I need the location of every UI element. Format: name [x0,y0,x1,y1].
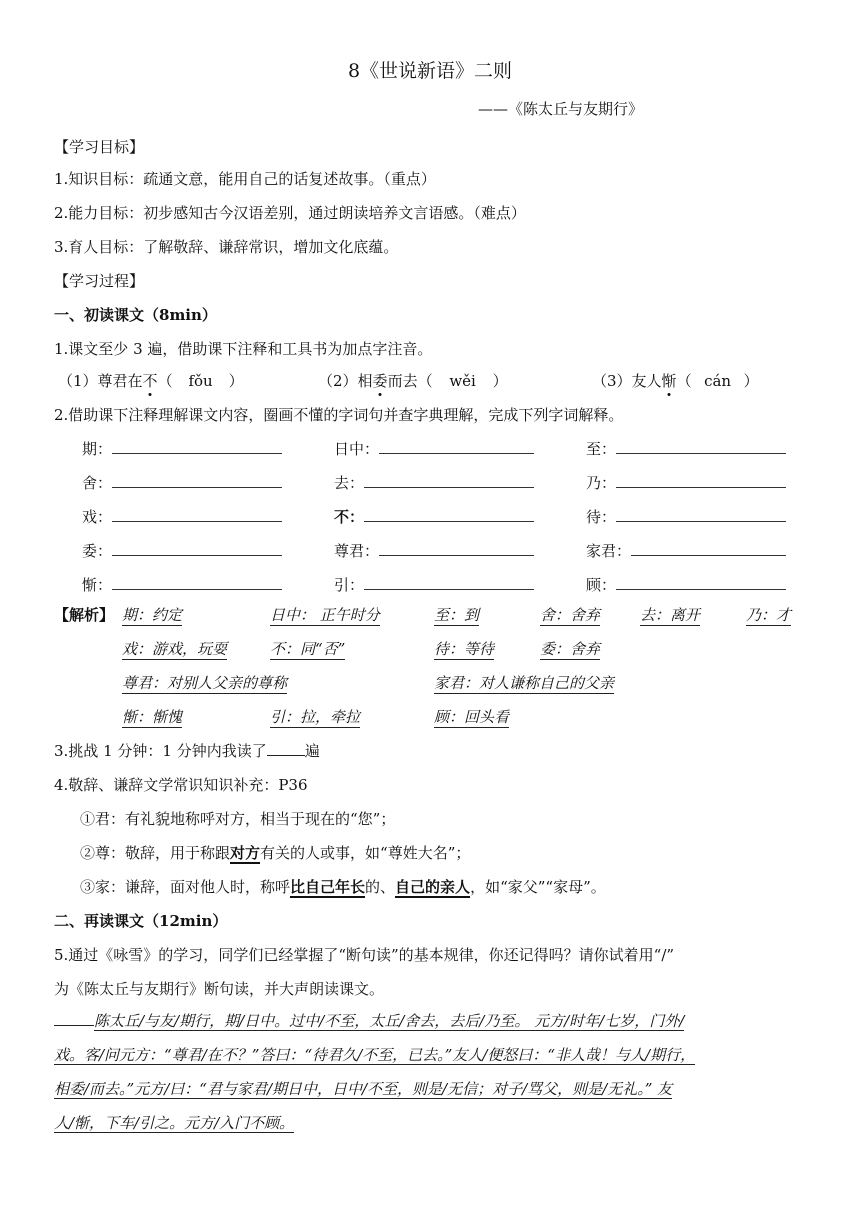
passage-line-3 [54,1072,672,1106]
vocab-field [334,540,534,561]
analysis-entry [746,604,791,625]
note-jia-post: ，如“家父”“家母”。 [470,878,606,896]
analysis-text: 尊君：对别人父亲的尊称 [122,674,288,692]
passage-text: 陈太丘/与友/期行，期/日中。过中/不至，太丘/舍去，去后/乃至。 元方/时年/七岁，门外/ [94,1012,685,1030]
vocab-label: 不： [334,508,365,526]
passage-line-2 [54,1038,695,1072]
section-goals-heading: 【学习目标】 [54,138,145,156]
analysis-label: 【解析】 [54,606,115,624]
analysis-text: 引：拉，牵拉 [270,708,361,726]
read-count-blank[interactable] [267,741,305,756]
note-jun: ①君：有礼貌地称呼对方，相当于现在的“您”； [80,810,396,828]
vocab-label: 委： [82,542,113,560]
vocab-answer-blank[interactable] [112,439,282,454]
analysis-text: 待：等待 [434,640,495,658]
paren-close: ） [228,372,244,390]
vocab-field [586,574,786,595]
note-jia-emph-2: 自己的亲人 [395,878,471,896]
paren-close: ） [743,372,759,390]
task3-prefix: 3.挑战 1 分钟：1 分钟内我读了 [54,742,267,760]
note-jia [80,876,606,897]
dotted-char: 不 [142,372,158,390]
part2-heading: 二、再读课文（12min） [54,912,228,930]
analysis-entry [122,706,182,727]
vocab-field [82,438,282,459]
vocab-label: 家君： [586,542,632,560]
vocab-label: 舍： [82,474,113,492]
pinyin-answer: fǒu [188,372,213,390]
vocab-answer-blank[interactable] [364,575,534,590]
vocab-field [586,506,786,527]
analysis-entry [122,604,182,625]
task3-text [54,740,320,761]
vocab-label: 至： [586,440,617,458]
analysis-text: 舍：舍弃 [540,606,601,624]
note-zun-post: 有关的人或事，如“尊姓大名”； [260,844,471,862]
vocab-field [334,438,534,459]
pinyin-prefix: （2）相 [318,372,373,390]
paren-open: （ [157,372,173,390]
passage-text: 人/惭，下车/引之。元方/入门不顾。 [54,1114,295,1132]
vocab-label: 去： [334,474,365,492]
dotted-char: 委 [372,372,388,390]
section-process-heading: 【学习过程】 [54,272,145,290]
note-jia-mid: 的、 [365,878,396,896]
pinyin-prefix: （3）友人 [592,372,662,390]
paren-open: 而去（ [387,372,433,390]
vocab-answer-blank[interactable] [112,575,282,590]
pinyin-item-1 [58,370,244,391]
pinyin-item-2 [318,370,508,391]
paren-close: ） [492,372,508,390]
vocab-label: 顾： [586,576,617,594]
task4-text: 4.敬辞、谦辞文学常识知识补充：P36 [54,776,308,794]
analysis-text: 顾：回头看 [434,708,510,726]
vocab-label: 期： [82,440,113,458]
vocab-answer-blank[interactable] [379,541,534,556]
analysis-text: 日中： 正午时分 [270,606,380,624]
vocab-label: 戏： [82,508,113,526]
vocab-answer-blank[interactable] [631,541,786,556]
note-zun-pre: ②尊：敬辞，用于称跟 [80,844,231,862]
vocab-answer-blank[interactable] [112,541,282,556]
analysis-entry [270,638,345,659]
vocab-field [82,506,282,527]
vocab-answer-blank[interactable] [112,507,282,522]
analysis-entry [434,672,614,693]
goal-education: 3.育人目标：了解敬辞、谦辞常识，增加文化底蕴。 [54,238,399,256]
analysis-text: 去：离开 [640,606,701,624]
task2-text: 2.借助课下注释理解课文内容，圈画不懂的字词句并查字典理解，完成下列字词解释。 [54,406,624,424]
dotted-char: 惭 [661,372,677,390]
passage-line-1 [54,1004,684,1038]
analysis-entry [540,604,600,625]
vocab-label: 尊君： [334,542,380,560]
vocab-answer-blank[interactable] [379,439,534,454]
note-jia-pre: ③家：谦辞，面对他人时，称呼 [80,878,291,896]
note-zun [80,842,470,863]
vocab-field [586,438,786,459]
vocab-label: 引： [334,576,365,594]
analysis-text: 家君：对人谦称自己的父亲 [434,674,615,692]
pinyin-answer: cán [704,372,732,390]
vocab-answer-blank[interactable] [364,473,534,488]
analysis-text: 戏：游戏，玩耍 [122,640,228,658]
task3-suffix: 遍 [304,742,320,760]
analysis-entry [434,638,494,659]
passage-text: 戏。客/问元方：“尊君/在不？”答曰：“待君久/不至，已去。”友人/便怒曰：“非人哉！与人/期行， [54,1046,696,1064]
vocab-field [334,506,534,527]
pinyin-answer: wěi [449,372,476,390]
vocab-answer-blank[interactable] [364,507,534,522]
analysis-text: 不：同“否” [270,640,346,658]
vocab-field [82,574,282,595]
vocab-field [586,472,786,493]
analysis-entry [434,604,479,625]
vocab-label: 乃： [586,474,617,492]
vocab-field [82,472,282,493]
vocab-answer-blank[interactable] [616,439,786,454]
analysis-text: 乃：才 [746,606,792,624]
part1-heading: 一、初读课文（8min） [54,306,217,324]
vocab-answer-blank[interactable] [616,575,786,590]
task1-text: 1.课文至少 3 遍，借助课下注释和工具书为加点字注音。 [54,340,433,358]
pinyin-item-3 [592,370,759,391]
analysis-text: 期：约定 [122,606,183,624]
analysis-entry [640,604,700,625]
note-jia-emph-1: 比自己年长 [290,878,366,896]
vocab-field [586,540,786,561]
vocab-field [334,472,534,493]
task5-line-2: 为《陈太丘与友期行》断句读，并大声朗读课文。 [54,980,385,998]
vocab-label: 惭： [82,576,113,594]
page-subtitle: ——《陈太丘与友期行》 [478,100,644,118]
vocab-answer-blank[interactable] [616,473,786,488]
analysis-entry [434,706,509,727]
analysis-entry [122,672,287,693]
analysis-entry [270,706,360,727]
vocab-field [334,574,534,595]
pinyin-prefix: （1）尊君在 [58,372,143,390]
vocab-field [82,540,282,561]
paren-open: （ [676,372,692,390]
note-zun-emph: 对方 [230,844,261,862]
page-title: 8《世说新语》二则 [347,60,513,82]
analysis-text: 至：到 [434,606,480,624]
vocab-answer-blank[interactable] [616,507,786,522]
analysis-entry [540,638,600,659]
goal-ability: 2.能力目标：初步感知古今汉语差别，通过朗读培养文言语感。（难点） [54,204,526,222]
vocab-label: 待： [586,508,617,526]
task5-line-1: 5.通过《咏雪》的学习，同学们已经掌握了“断句读”的基本规律，你还记得吗？请你试着用“/” [54,946,675,964]
analysis-text: 委：舍弃 [540,640,601,658]
vocab-answer-blank[interactable] [112,473,282,488]
analysis-entry [122,638,227,659]
analysis-text: 惭：惭愧 [122,708,183,726]
passage-line-4 [54,1106,294,1140]
analysis-entry [270,604,380,625]
vocab-label: 日中： [334,440,380,458]
goal-knowledge: 1.知识目标：疏通文意，能用自己的话复述故事。（重点） [54,170,436,188]
passage-text: 相委/而去。”元方/曰：“君与家君/期日中，日中/不至，则是/无信；对子/骂父，则是/无礼。” 友 [54,1080,673,1098]
